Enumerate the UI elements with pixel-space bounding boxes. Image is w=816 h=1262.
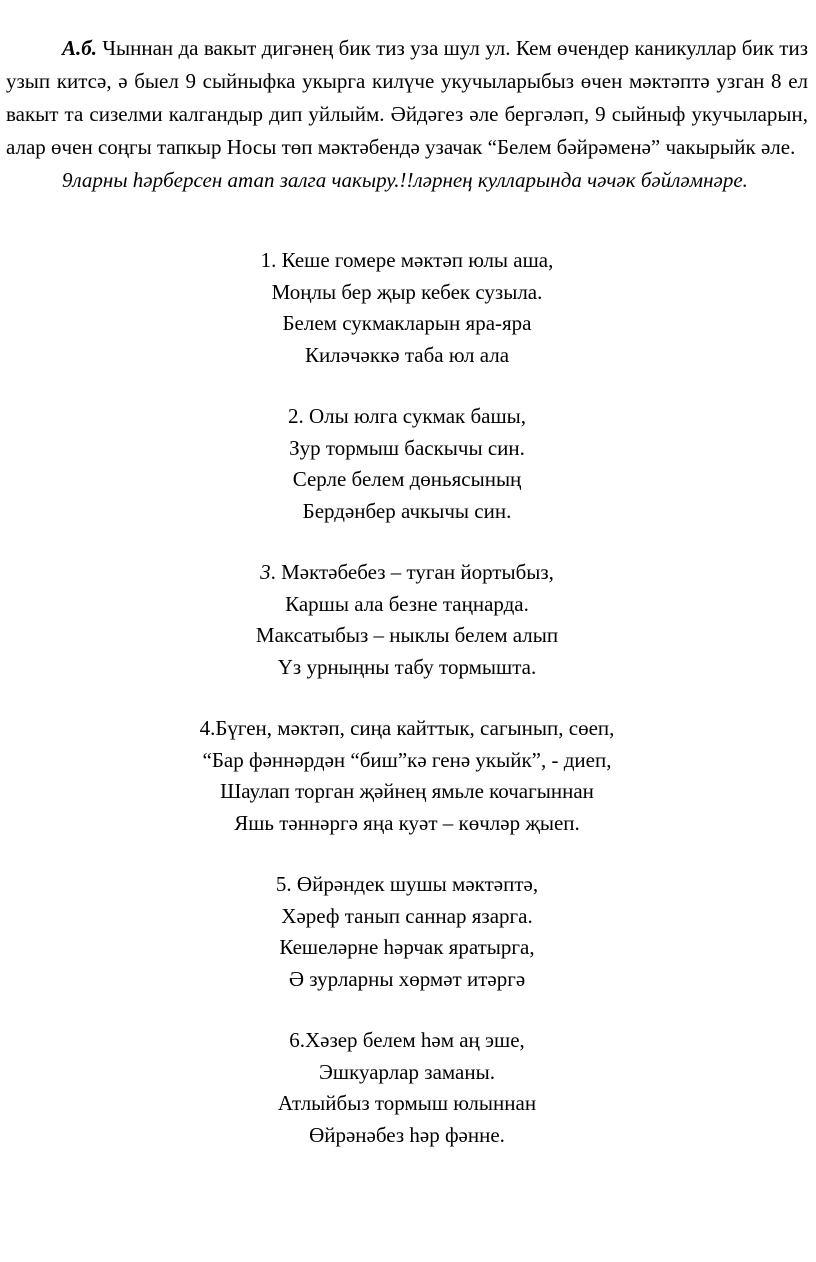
stanza-number: 3 [260,560,271,584]
poem-line: Каршы ала безне таңнарда. [285,591,529,616]
poem-line: 1. Кеше гомере мәктәп юлы аша, [260,248,554,272]
stanza-2 [6,401,808,527]
stanza-5 [6,869,808,995]
poem-line: Шаулап торган җәйнең ямьле кочагыннан [220,779,594,803]
poem [6,245,808,1151]
poem-line: Киләчәккә таба юл ала [304,342,510,367]
poem-line: Максатыбыз – ныклы белем алып [255,623,559,647]
speaker-label: А.б. [62,36,97,60]
poem-line: Белем сукмакларын яра-яра [282,311,532,335]
poem-line: 4.Бүген, мәктәп, сиңа кайттык, сагынып, сөеп, [199,716,615,740]
poem-line: Атлыйбыз тормыш юлыннан [277,1091,537,1115]
intro-paragraph [6,32,808,164]
stanza-3 [6,557,808,683]
poem-line: Бердәнбер ачкычы син. [302,498,512,523]
poem-line-text: . Мәктәбебез – туган йортыбыз, [270,560,554,584]
poem-line: Ә зурларны хөрмәт итәргә [288,966,526,991]
poem-line: Хәреф танып саннар язарга. [281,903,533,928]
poem-line: Серле белем дөньясының [292,467,522,491]
poem-line: Зур тормыш баскычы син. [289,435,525,460]
stanza-1 [6,245,808,371]
stage-direction: 9ларны һәрберсен атап залга чакыру.!!ләрнең кулларында чәчәк бәйләмнәре. [62,168,748,192]
poem-line: 2. Олы юлга сукмак башы, [287,404,527,428]
poem-line: 6.Хәзер белем һәм аң эше, [289,1028,525,1052]
poem-line: Үз урныңны табу тормышта. [277,654,537,679]
poem-line: Моңлы бер җыр кебек сузыла. [271,279,543,304]
poem-line: Өйрәнәбез һәр фәнне. [309,1122,505,1147]
poem-line: Яшь тәннәргә яңа куәт – көчләр җыеп. [234,810,580,835]
poem-line: 5. Өйрәндек шушы мәктәптә, [275,872,539,896]
stanza-4 [6,713,808,839]
stanza-6 [6,1025,808,1151]
intro-text: Чыннан да вакыт дигәнең бик тиз уза шул ул. Кем өчендер каникуллар бик тиз узып китсә, ә быел 9 сыйныфка укырга килүче укучыларыбыз өчен мәктәптә узган 8 ел вакыт та сизелми калгандыр дип уйлыйм. Әйдәгез әле бергәләп, 9 сыйныф укучыларын, алар өчен соңгы тапкыр Носы төп мәктәбендә узачак “Белем бәйрәменә” чакырыйк әле. [6,36,808,159]
poem-line: “Бар фәннәрдән “биш”кә генә укыйк”, - диеп, [202,747,612,772]
poem-line: Эшкуарлар заманы. [319,1059,495,1084]
poem-line: Кешеләрне һәрчак яратырга, [279,935,535,959]
poem-line [6,557,808,589]
